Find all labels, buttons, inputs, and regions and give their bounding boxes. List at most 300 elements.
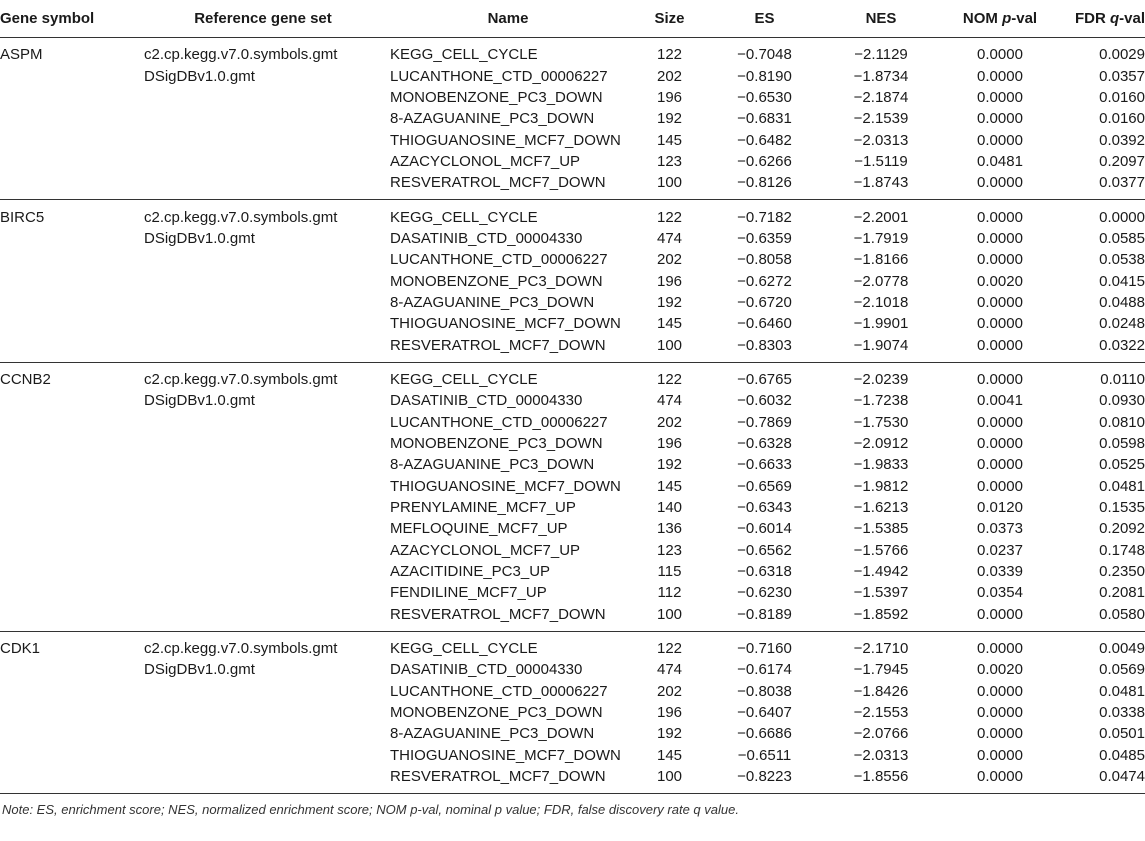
cell-nes: −1.5385 bbox=[853, 520, 909, 538]
cell-fdr-q-val: 0.0488 bbox=[1099, 293, 1145, 311]
cell-reference-gene-set bbox=[142, 270, 384, 291]
cell-name: THIOGUANOSINE_MCF7_DOWN bbox=[390, 746, 621, 764]
cell-nom-p-val: 0.0120 bbox=[977, 499, 1023, 517]
header-nom-prefix: NOM bbox=[962, 10, 1003, 27]
cell-name: RESVERATROL_MCF7_DOWN bbox=[384, 172, 632, 200]
cell-size: 196 bbox=[656, 272, 683, 290]
cell-es: −0.7160 bbox=[737, 640, 792, 658]
table-row bbox=[0, 476, 1145, 497]
cell-nes: −2.1553 bbox=[853, 704, 909, 722]
cell-name: 8-AZAGUANINE_PC3_DOWN bbox=[390, 456, 595, 474]
cell-gene-symbol bbox=[0, 659, 142, 680]
cell-fdr-q-val: 0.0598 bbox=[1099, 435, 1145, 453]
cell-reference-gene-set bbox=[142, 723, 384, 744]
cell-size: 145 bbox=[656, 477, 683, 495]
cell-nes: −1.7919 bbox=[853, 229, 909, 247]
cell-gene-symbol: BIRC5 bbox=[0, 208, 45, 226]
cell-nom-p-val: 0.0000 bbox=[977, 682, 1023, 700]
cell-nom-p-val: 0.0000 bbox=[940, 604, 1060, 632]
cell-nes: −1.5119 bbox=[854, 152, 908, 170]
cell-es: −0.6530 bbox=[737, 88, 792, 106]
cell-name: THIOGUANOSINE_MCF7_DOWN bbox=[390, 477, 621, 495]
cell-name: AZACYCLONOL_MCF7_UP bbox=[390, 541, 581, 559]
cell-es: −0.6482 bbox=[737, 131, 792, 149]
cell-name: LUCANTHONE_CTD_00006227 bbox=[390, 67, 608, 85]
cell-es: −0.6343 bbox=[737, 499, 792, 517]
cell-reference-gene-set: DSigDBv1.0.gmt bbox=[144, 661, 255, 679]
cell-size: 145 bbox=[656, 131, 683, 149]
cell-size: 196 bbox=[656, 88, 683, 106]
cell-reference-gene-set bbox=[142, 561, 384, 582]
cell-fdr-q-val: 0.0585 bbox=[1099, 229, 1145, 247]
cell-nes: −1.8426 bbox=[853, 682, 909, 700]
cell-nom-p-val: 0.0020 bbox=[977, 272, 1023, 290]
cell-gene-symbol bbox=[0, 172, 142, 200]
header-nes: NES bbox=[822, 0, 940, 38]
cell-reference-gene-set: c2.cp.kegg.v7.0.symbols.gmt bbox=[144, 208, 338, 226]
cell-reference-gene-set: DSigDBv1.0.gmt bbox=[144, 67, 255, 85]
cell-gene-symbol bbox=[0, 334, 142, 362]
cell-name: KEGG_CELL_CYCLE bbox=[390, 640, 538, 658]
cell-gene-symbol: CCNB2 bbox=[0, 370, 51, 388]
cell-es: −0.7048 bbox=[737, 46, 792, 64]
cell-fdr-q-val: 0.0110 bbox=[1100, 370, 1145, 388]
cell-nom-p-val: 0.0000 bbox=[977, 370, 1023, 388]
cell-gene-symbol bbox=[0, 249, 142, 270]
cell-size: 196 bbox=[656, 435, 683, 453]
table-row bbox=[0, 87, 1145, 108]
cell-es: −0.8038 bbox=[737, 682, 792, 700]
cell-name: AZACYCLONOL_MCF7_UP bbox=[390, 152, 581, 170]
cell-reference-gene-set bbox=[142, 412, 384, 433]
cell-gene-symbol bbox=[0, 702, 142, 723]
cell-gene-symbol bbox=[0, 87, 142, 108]
table-body bbox=[0, 38, 1145, 794]
cell-size: 122 bbox=[656, 208, 683, 226]
cell-size: 136 bbox=[656, 520, 683, 538]
cell-es: −0.6174 bbox=[737, 661, 792, 679]
cell-nes: −1.8743 bbox=[822, 172, 940, 200]
cell-name: KEGG_CELL_CYCLE bbox=[390, 370, 538, 388]
header-row bbox=[0, 0, 1145, 38]
cell-name: THIOGUANOSINE_MCF7_DOWN bbox=[390, 131, 621, 149]
table-row bbox=[0, 129, 1145, 150]
cell-nes: −2.1129 bbox=[854, 46, 908, 64]
cell-nes: −2.2001 bbox=[853, 208, 909, 226]
cell-nom-p-val: 0.0000 bbox=[940, 172, 1060, 200]
cell-reference-gene-set bbox=[142, 292, 384, 313]
cell-fdr-q-val: 0.0000 bbox=[1099, 208, 1145, 226]
cell-nom-p-val: 0.0041 bbox=[977, 392, 1023, 410]
header-name: Name bbox=[384, 0, 632, 38]
cell-nes: −2.1539 bbox=[853, 110, 909, 128]
table-row bbox=[0, 433, 1145, 454]
cell-gene-symbol bbox=[0, 582, 142, 603]
cell-fdr-q-val: 0.0029 bbox=[1099, 46, 1145, 64]
cell-fdr-q-val: 0.0049 bbox=[1099, 640, 1145, 658]
cell-es: −0.6318 bbox=[737, 563, 792, 581]
cell-size: 122 bbox=[656, 46, 683, 64]
cell-nes: −1.8166 bbox=[853, 251, 909, 269]
cell-size: 474 bbox=[656, 229, 683, 247]
table-row bbox=[0, 362, 1145, 390]
cell-nom-p-val: 0.0000 bbox=[977, 477, 1023, 495]
header-nom-suffix: -val bbox=[1011, 10, 1038, 27]
cell-nes: −1.9833 bbox=[853, 456, 909, 474]
header-size: Size bbox=[632, 0, 707, 38]
cell-name: AZACITIDINE_PC3_UP bbox=[390, 563, 551, 581]
cell-nom-p-val: 0.0000 bbox=[940, 766, 1060, 794]
table-row bbox=[0, 723, 1145, 744]
cell-nom-p-val: 0.0000 bbox=[977, 110, 1023, 128]
cell-name: 8-AZAGUANINE_PC3_DOWN bbox=[390, 725, 595, 743]
cell-es: −0.8126 bbox=[707, 172, 822, 200]
cell-nom-p-val: 0.0000 bbox=[977, 88, 1023, 106]
cell-gene-symbol bbox=[0, 723, 142, 744]
cell-size: 100 bbox=[632, 172, 707, 200]
cell-nes: −1.5766 bbox=[853, 541, 909, 559]
cell-nes: −1.8556 bbox=[822, 766, 940, 794]
header-fdr-prefix: FDR bbox=[1074, 10, 1110, 27]
cell-name: PRENYLAMINE_MCF7_UP bbox=[390, 499, 576, 517]
table-row bbox=[0, 561, 1145, 582]
cell-nes: −1.8734 bbox=[853, 67, 909, 85]
cell-fdr-q-val: 0.0485 bbox=[1099, 746, 1145, 764]
cell-nes: −2.0313 bbox=[853, 131, 909, 149]
cell-size: 100 bbox=[632, 766, 707, 794]
cell-es: −0.6407 bbox=[737, 704, 792, 722]
cell-gene-symbol: ASPM bbox=[0, 46, 43, 64]
cell-es: −0.6328 bbox=[737, 435, 792, 453]
table-row bbox=[0, 151, 1145, 172]
cell-size: 202 bbox=[656, 413, 683, 431]
cell-fdr-q-val: 0.0810 bbox=[1099, 413, 1145, 431]
cell-es: −0.6569 bbox=[737, 477, 792, 495]
table-row bbox=[0, 412, 1145, 433]
table-row bbox=[0, 65, 1145, 86]
cell-gene-symbol bbox=[0, 454, 142, 475]
cell-size: 122 bbox=[656, 370, 683, 388]
cell-size: 192 bbox=[656, 293, 683, 311]
cell-name: RESVERATROL_MCF7_DOWN bbox=[384, 766, 632, 794]
cell-reference-gene-set bbox=[142, 745, 384, 766]
cell-nom-p-val: 0.0354 bbox=[977, 584, 1023, 602]
cell-name: DASATINIB_CTD_00004330 bbox=[390, 229, 583, 247]
cell-fdr-q-val: 0.0538 bbox=[1099, 251, 1145, 269]
cell-es: −0.8189 bbox=[707, 604, 822, 632]
cell-reference-gene-set bbox=[142, 476, 384, 497]
cell-fdr-q-val: 0.0501 bbox=[1099, 725, 1145, 743]
table-row bbox=[0, 270, 1145, 291]
cell-reference-gene-set bbox=[142, 582, 384, 603]
cell-es: −0.6720 bbox=[737, 293, 792, 311]
cell-size: 196 bbox=[656, 704, 683, 722]
cell-es: −0.8303 bbox=[707, 334, 822, 362]
cell-nes: −1.6213 bbox=[853, 499, 909, 517]
table-row bbox=[0, 228, 1145, 249]
cell-reference-gene-set: c2.cp.kegg.v7.0.symbols.gmt bbox=[144, 640, 338, 658]
cell-fdr-q-val: 0.0415 bbox=[1099, 272, 1145, 290]
cell-name: MONOBENZONE_PC3_DOWN bbox=[390, 704, 603, 722]
cell-nes: −1.5397 bbox=[853, 584, 909, 602]
table-row bbox=[0, 766, 1145, 794]
table-footnote: Note: ES, enrichment score; NES, normalized enrichment score; NOM p-val, nominal p value; FDR, false discovery rate q value. bbox=[2, 802, 739, 818]
cell-fdr-q-val: 0.2350 bbox=[1099, 563, 1145, 581]
cell-size: 474 bbox=[656, 661, 683, 679]
cell-size: 123 bbox=[656, 152, 683, 170]
cell-reference-gene-set: c2.cp.kegg.v7.0.symbols.gmt bbox=[144, 370, 338, 388]
cell-gene-symbol bbox=[0, 476, 142, 497]
cell-gene-symbol bbox=[0, 766, 142, 794]
table-row bbox=[0, 659, 1145, 680]
cell-size: 123 bbox=[656, 541, 683, 559]
cell-size: 100 bbox=[632, 334, 707, 362]
cell-fdr-q-val: 0.1535 bbox=[1099, 499, 1145, 517]
table-row bbox=[0, 334, 1145, 362]
cell-nom-p-val: 0.0000 bbox=[977, 435, 1023, 453]
cell-name: RESVERATROL_MCF7_DOWN bbox=[384, 334, 632, 362]
cell-name: LUCANTHONE_CTD_00006227 bbox=[390, 251, 608, 269]
cell-reference-gene-set bbox=[142, 249, 384, 270]
cell-gene-symbol: CDK1 bbox=[0, 640, 41, 658]
cell-size: 100 bbox=[632, 604, 707, 632]
table-row bbox=[0, 108, 1145, 129]
cell-gene-symbol bbox=[0, 390, 142, 411]
cell-name: KEGG_CELL_CYCLE bbox=[390, 208, 538, 226]
cell-name: DASATINIB_CTD_00004330 bbox=[390, 661, 583, 679]
cell-nom-p-val: 0.0000 bbox=[977, 746, 1023, 764]
cell-nom-p-val: 0.0000 bbox=[977, 208, 1023, 226]
header-reference-gene-set: Reference gene set bbox=[142, 0, 384, 38]
cell-gene-symbol bbox=[0, 108, 142, 129]
cell-reference-gene-set bbox=[142, 604, 384, 632]
header-gene-symbol: Gene symbol bbox=[0, 0, 142, 38]
cell-nom-p-val: 0.0020 bbox=[977, 661, 1023, 679]
cell-size: 145 bbox=[656, 746, 683, 764]
cell-nes: −1.4942 bbox=[853, 563, 909, 581]
cell-nom-p-val: 0.0000 bbox=[977, 46, 1023, 64]
cell-gene-symbol bbox=[0, 604, 142, 632]
cell-fdr-q-val: 0.0569 bbox=[1099, 661, 1145, 679]
cell-gene-symbol bbox=[0, 270, 142, 291]
table-row bbox=[0, 745, 1145, 766]
cell-name: LUCANTHONE_CTD_00006227 bbox=[390, 413, 608, 431]
cell-nes: −2.1710 bbox=[853, 640, 909, 658]
cell-nom-p-val: 0.0000 bbox=[977, 293, 1023, 311]
cell-fdr-q-val: 0.0481 bbox=[1099, 477, 1145, 495]
cell-es: −0.6014 bbox=[737, 520, 792, 538]
cell-nes: −1.8592 bbox=[822, 604, 940, 632]
cell-fdr-q-val: 0.0525 bbox=[1099, 456, 1145, 474]
cell-reference-gene-set bbox=[142, 108, 384, 129]
cell-name: MONOBENZONE_PC3_DOWN bbox=[390, 435, 603, 453]
cell-reference-gene-set bbox=[142, 540, 384, 561]
table-row bbox=[0, 454, 1145, 475]
cell-nom-p-val: 0.0000 bbox=[940, 334, 1060, 362]
cell-name: FENDILINE_MCF7_UP bbox=[390, 584, 547, 602]
cell-es: −0.8190 bbox=[737, 67, 792, 85]
cell-es: −0.6032 bbox=[737, 392, 792, 410]
cell-fdr-q-val: 0.0392 bbox=[1099, 131, 1145, 149]
cell-reference-gene-set bbox=[142, 313, 384, 334]
cell-es: −0.6266 bbox=[737, 152, 792, 170]
table-row bbox=[0, 313, 1145, 334]
table-row bbox=[0, 702, 1145, 723]
cell-es: −0.6765 bbox=[737, 370, 792, 388]
cell-fdr-q-val: 0.0338 bbox=[1099, 704, 1145, 722]
cell-reference-gene-set: DSigDBv1.0.gmt bbox=[144, 392, 255, 410]
cell-gene-symbol bbox=[0, 313, 142, 334]
cell-gene-symbol bbox=[0, 292, 142, 313]
cell-fdr-q-val: 0.0377 bbox=[1060, 172, 1145, 200]
header-fdr-q: q bbox=[1109, 10, 1120, 27]
cell-nes: −2.0313 bbox=[853, 746, 909, 764]
header-fdr-q-val bbox=[1060, 0, 1145, 38]
table-row bbox=[0, 249, 1145, 270]
cell-name: 8-AZAGUANINE_PC3_DOWN bbox=[390, 110, 595, 128]
cell-nom-p-val: 0.0000 bbox=[977, 413, 1023, 431]
cell-nom-p-val: 0.0373 bbox=[977, 520, 1023, 538]
header-nom-p: p bbox=[1002, 10, 1012, 27]
cell-gene-symbol bbox=[0, 561, 142, 582]
cell-reference-gene-set bbox=[142, 433, 384, 454]
cell-nom-p-val: 0.0000 bbox=[977, 229, 1023, 247]
table-row bbox=[0, 390, 1145, 411]
cell-name: DASATINIB_CTD_00004330 bbox=[390, 392, 583, 410]
cell-fdr-q-val: 0.1748 bbox=[1099, 541, 1145, 559]
cell-name: 8-AZAGUANINE_PC3_DOWN bbox=[390, 293, 595, 311]
table-row bbox=[0, 631, 1145, 659]
cell-nes: −2.0912 bbox=[853, 435, 909, 453]
cell-gene-symbol bbox=[0, 433, 142, 454]
cell-es: −0.6460 bbox=[737, 315, 792, 333]
table-row bbox=[0, 200, 1145, 228]
cell-size: 202 bbox=[656, 682, 683, 700]
cell-nes: −1.9812 bbox=[853, 477, 909, 495]
cell-gene-symbol bbox=[0, 228, 142, 249]
cell-nom-p-val: 0.0339 bbox=[977, 563, 1023, 581]
table-row bbox=[0, 518, 1145, 539]
cell-nom-p-val: 0.0237 bbox=[977, 541, 1023, 559]
cell-es: −0.7869 bbox=[737, 413, 792, 431]
cell-gene-symbol bbox=[0, 129, 142, 150]
cell-fdr-q-val: 0.0474 bbox=[1060, 766, 1145, 794]
cell-nes: −1.7945 bbox=[853, 661, 909, 679]
table-row bbox=[0, 540, 1145, 561]
cell-nes: −1.9074 bbox=[822, 334, 940, 362]
cell-nes: −2.1018 bbox=[853, 293, 909, 311]
cell-es: −0.6562 bbox=[737, 541, 792, 559]
cell-es: −0.6272 bbox=[737, 272, 792, 290]
cell-reference-gene-set bbox=[142, 766, 384, 794]
cell-nom-p-val: 0.0000 bbox=[977, 315, 1023, 333]
cell-fdr-q-val: 0.2097 bbox=[1099, 152, 1145, 170]
cell-es: −0.6359 bbox=[737, 229, 792, 247]
cell-size: 140 bbox=[656, 499, 683, 517]
cell-reference-gene-set bbox=[142, 334, 384, 362]
cell-nes: −1.7238 bbox=[853, 392, 909, 410]
cell-nes: −1.9901 bbox=[853, 315, 909, 333]
header-nom-p-val bbox=[940, 0, 1060, 38]
cell-es: −0.6511 bbox=[737, 746, 792, 764]
table-row bbox=[0, 292, 1145, 313]
cell-fdr-q-val: 0.0160 bbox=[1099, 110, 1145, 128]
cell-reference-gene-set bbox=[142, 497, 384, 518]
cell-nom-p-val: 0.0481 bbox=[977, 152, 1023, 170]
cell-fdr-q-val: 0.0248 bbox=[1099, 315, 1145, 333]
cell-name: THIOGUANOSINE_MCF7_DOWN bbox=[390, 315, 621, 333]
cell-fdr-q-val: 0.2092 bbox=[1099, 520, 1145, 538]
cell-nes: −2.0766 bbox=[853, 725, 909, 743]
cell-gene-symbol bbox=[0, 540, 142, 561]
cell-name: MONOBENZONE_PC3_DOWN bbox=[390, 272, 603, 290]
header-fdr-suffix: -val bbox=[1119, 10, 1145, 27]
cell-es: −0.7182 bbox=[737, 208, 792, 226]
cell-size: 192 bbox=[656, 110, 683, 128]
cell-size: 202 bbox=[656, 251, 683, 269]
cell-gene-symbol bbox=[0, 497, 142, 518]
cell-size: 192 bbox=[656, 456, 683, 474]
cell-nom-p-val: 0.0000 bbox=[977, 251, 1023, 269]
cell-size: 474 bbox=[656, 392, 683, 410]
cell-name: KEGG_CELL_CYCLE bbox=[390, 46, 538, 64]
cell-gene-symbol bbox=[0, 745, 142, 766]
cell-name: MONOBENZONE_PC3_DOWN bbox=[390, 88, 603, 106]
cell-gene-symbol bbox=[0, 518, 142, 539]
cell-reference-gene-set bbox=[142, 151, 384, 172]
cell-gene-symbol bbox=[0, 151, 142, 172]
cell-fdr-q-val: 0.0580 bbox=[1060, 604, 1145, 632]
cell-es: −0.6633 bbox=[737, 456, 792, 474]
cell-fdr-q-val: 0.0160 bbox=[1099, 88, 1145, 106]
cell-nom-p-val: 0.0000 bbox=[977, 67, 1023, 85]
cell-reference-gene-set bbox=[142, 454, 384, 475]
cell-es: −0.6686 bbox=[737, 725, 792, 743]
cell-reference-gene-set: DSigDBv1.0.gmt bbox=[144, 229, 255, 247]
cell-size: 192 bbox=[656, 725, 683, 743]
cell-size: 202 bbox=[656, 67, 683, 85]
cell-fdr-q-val: 0.2081 bbox=[1099, 584, 1145, 602]
cell-nes: −1.7530 bbox=[853, 413, 909, 431]
cell-nes: −2.0778 bbox=[853, 272, 909, 290]
cell-gene-symbol bbox=[0, 412, 142, 433]
cell-nom-p-val: 0.0000 bbox=[977, 640, 1023, 658]
cell-reference-gene-set bbox=[142, 172, 384, 200]
cell-size: 115 bbox=[657, 563, 682, 581]
cell-name: RESVERATROL_MCF7_DOWN bbox=[384, 604, 632, 632]
cell-nom-p-val: 0.0000 bbox=[977, 456, 1023, 474]
cell-fdr-q-val: 0.0930 bbox=[1099, 392, 1145, 410]
table-row bbox=[0, 582, 1145, 603]
cell-fdr-q-val: 0.0357 bbox=[1099, 67, 1145, 85]
cell-es: −0.6831 bbox=[737, 110, 792, 128]
cell-nom-p-val: 0.0000 bbox=[977, 131, 1023, 149]
table-row bbox=[0, 497, 1145, 518]
cell-gene-symbol bbox=[0, 65, 142, 86]
cell-nom-p-val: 0.0000 bbox=[977, 704, 1023, 722]
cell-gene-symbol bbox=[0, 681, 142, 702]
table-row bbox=[0, 681, 1145, 702]
cell-reference-gene-set bbox=[142, 129, 384, 150]
cell-nom-p-val: 0.0000 bbox=[977, 725, 1023, 743]
cell-es: −0.6230 bbox=[737, 584, 792, 602]
cell-size: 112 bbox=[657, 584, 682, 602]
cell-reference-gene-set bbox=[142, 87, 384, 108]
cell-reference-gene-set bbox=[142, 518, 384, 539]
table-row bbox=[0, 604, 1145, 632]
cell-reference-gene-set bbox=[142, 702, 384, 723]
table-row bbox=[0, 172, 1145, 200]
